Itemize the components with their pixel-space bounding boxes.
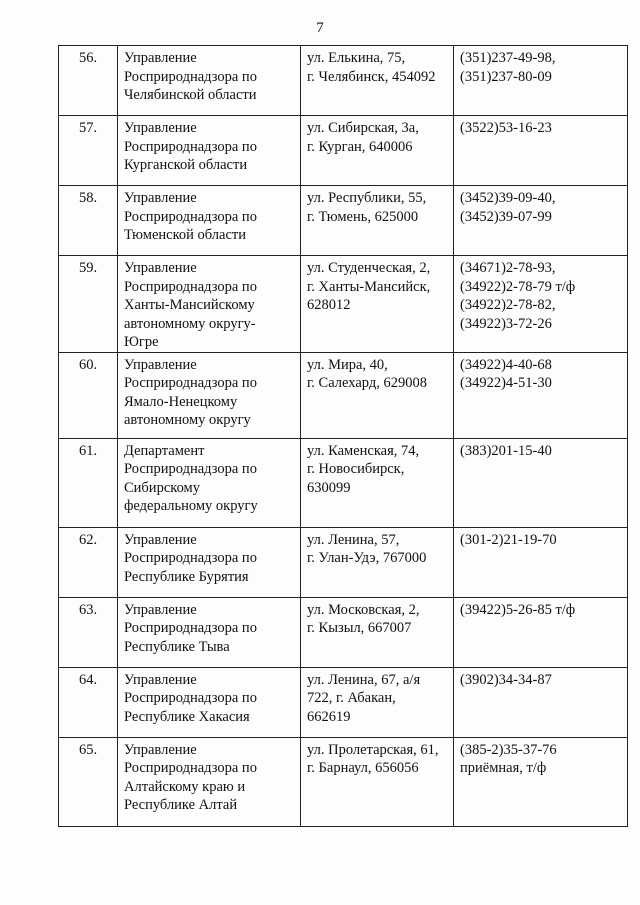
org-line: автономному округу <box>124 412 251 428</box>
phone-cell <box>454 438 628 527</box>
address-line: 628012 <box>307 297 351 313</box>
offices-table <box>58 45 628 827</box>
table-row <box>59 438 628 527</box>
address-line: ул. Республики, 55, <box>307 190 427 206</box>
org-line: Республике Бурятия <box>124 568 249 585</box>
address-line: ул. Ленина, 57, <box>307 531 400 548</box>
org-line: Ямало-Ненецкому <box>124 393 238 410</box>
phone-cell <box>454 597 628 667</box>
table-row <box>59 46 628 116</box>
address-line: г. Курган, 640006 <box>307 138 413 155</box>
address-cell <box>301 438 454 527</box>
org-name-cell <box>118 667 301 737</box>
row-number: 58. <box>59 186 118 256</box>
org-line: Росприроднадзора по <box>124 138 257 155</box>
phone-line: (383)201-15-40 <box>460 442 552 459</box>
org-line: Управление <box>124 741 197 758</box>
address-line: ул. Студенческая, 2, <box>307 260 431 276</box>
phone-line: (385-2)35-37-76 <box>460 741 557 758</box>
phone-line: (351)237-80-09 <box>460 68 552 85</box>
org-line: Росприроднадзора по <box>124 690 257 706</box>
table-row <box>59 352 628 438</box>
row-number: 56. <box>59 46 118 116</box>
address-line: ул. Пролетарская, 61, <box>307 741 439 758</box>
address-line: г. Салехард, 629008 <box>307 375 427 391</box>
phone-line: (351)237-49-98, <box>460 50 556 66</box>
table-row <box>59 597 628 667</box>
org-line: Управление <box>124 356 197 373</box>
address-line: 630099 <box>307 479 351 496</box>
org-name-cell <box>118 116 301 186</box>
address-cell <box>301 46 454 116</box>
org-line: Управление <box>124 190 197 206</box>
address-line: г. Ханты-Мансийск, <box>307 278 431 295</box>
row-number: 57. <box>59 116 118 186</box>
address-cell <box>301 667 454 737</box>
org-line: Росприроднадзора по <box>124 278 257 295</box>
org-line: Курганской области <box>124 157 248 173</box>
table-row <box>59 527 628 597</box>
phone-cell <box>454 186 628 256</box>
address-line: г. Новосибирск, <box>307 461 405 477</box>
phone-line: (34922)2-78-82, <box>460 297 556 313</box>
phone-line: (301-2)21-19-70 <box>460 531 557 548</box>
org-name-cell <box>118 597 301 667</box>
org-line: Росприроднадзора по <box>124 760 257 776</box>
org-name-cell <box>118 737 301 826</box>
address-line: ул. Каменская, 74, <box>307 442 420 459</box>
org-name-cell <box>118 438 301 527</box>
address-cell <box>301 352 454 438</box>
org-name-cell <box>118 352 301 438</box>
row-number: 62. <box>59 527 118 597</box>
address-line: ул. Ленина, 67, а/я <box>307 671 421 688</box>
table-row <box>59 256 628 353</box>
org-line: Республике Алтай <box>124 797 238 813</box>
phone-line: (3522)53-16-23 <box>460 120 552 136</box>
address-line: г. Тюмень, 625000 <box>307 208 419 225</box>
address-cell <box>301 256 454 353</box>
phone-line: приёмная, т/ф <box>460 760 547 776</box>
org-line: Сибирскому <box>124 479 200 496</box>
address-cell <box>301 186 454 256</box>
phone-cell <box>454 116 628 186</box>
row-number: 64. <box>59 667 118 737</box>
phone-line: (34922)3-72-26 <box>460 315 552 332</box>
org-line: Ханты-Мансийскому <box>124 297 255 313</box>
address-cell <box>301 597 454 667</box>
org-line: Росприроднадзора по <box>124 550 257 566</box>
address-line: г. Челябинск, 454092 <box>307 68 436 85</box>
address-cell <box>301 737 454 826</box>
org-line: Управление <box>124 671 197 688</box>
phone-cell <box>454 667 628 737</box>
address-line: 722, г. Абакан, <box>307 690 396 706</box>
address-line: г. Барнаул, 656056 <box>307 760 419 776</box>
phone-line: (34922)2-78-79 т/ф <box>460 278 576 295</box>
address-line: ул. Сибирская, 3а, <box>307 120 419 136</box>
org-name-cell <box>118 46 301 116</box>
phone-line: (39422)5-26-85 т/ф <box>460 601 576 618</box>
table-row <box>59 667 628 737</box>
org-line: Департамент <box>124 442 205 459</box>
row-number: 65. <box>59 737 118 826</box>
org-line: Югре <box>124 334 159 350</box>
table-body <box>59 46 628 827</box>
phone-line: (3452)39-09-40, <box>460 190 556 206</box>
org-line: Росприроднадзора по <box>124 375 257 391</box>
org-line: Росприроднадзора по <box>124 461 257 477</box>
phone-line: (3452)39-07-99 <box>460 208 552 225</box>
org-line: Росприроднадзора по <box>124 208 257 225</box>
address-line: г. Улан-Удэ, 767000 <box>307 550 427 566</box>
row-number: 61. <box>59 438 118 527</box>
org-line: Управление <box>124 120 197 136</box>
org-line: Росприроднадзора по <box>124 620 257 636</box>
org-line: Управление <box>124 601 197 618</box>
org-line: Росприроднадзора по <box>124 68 257 85</box>
table-row <box>59 737 628 826</box>
row-number: 59. <box>59 256 118 353</box>
row-number: 60. <box>59 352 118 438</box>
address-line: ул. Мира, 40, <box>307 356 388 373</box>
org-line: автономному округу- <box>124 315 256 332</box>
phone-cell <box>454 256 628 353</box>
phone-cell <box>454 46 628 116</box>
org-line: Управление <box>124 260 197 276</box>
phone-line: (3902)34-34-87 <box>460 671 552 688</box>
phone-line: (34671)2-78-93, <box>460 260 556 276</box>
address-cell <box>301 527 454 597</box>
org-line: Республике Хакасия <box>124 708 250 725</box>
org-line: Управление <box>124 50 197 66</box>
address-line: 662619 <box>307 708 351 725</box>
phone-line: (34922)4-51-30 <box>460 375 552 391</box>
org-line: Тюменской области <box>124 227 246 243</box>
address-line: г. Кызыл, 667007 <box>307 620 412 636</box>
org-line: Управление <box>124 531 197 548</box>
phone-line: (34922)4-40-68 <box>460 356 552 373</box>
address-line: ул. Елькина, 75, <box>307 50 406 66</box>
org-name-cell <box>118 186 301 256</box>
phone-cell <box>454 352 628 438</box>
table-row <box>59 186 628 256</box>
phone-cell <box>454 737 628 826</box>
org-name-cell <box>118 527 301 597</box>
org-name-cell <box>118 256 301 353</box>
row-number: 63. <box>59 597 118 667</box>
address-line: ул. Московская, 2, <box>307 601 420 618</box>
org-line: Челябинской области <box>124 87 257 103</box>
org-line: Алтайскому краю и <box>124 778 246 795</box>
org-line: Республике Тыва <box>124 638 230 655</box>
page-number: 7 <box>316 20 324 36</box>
table-row <box>59 116 628 186</box>
phone-cell <box>454 527 628 597</box>
address-cell <box>301 116 454 186</box>
org-line: федеральному округу <box>124 498 258 514</box>
